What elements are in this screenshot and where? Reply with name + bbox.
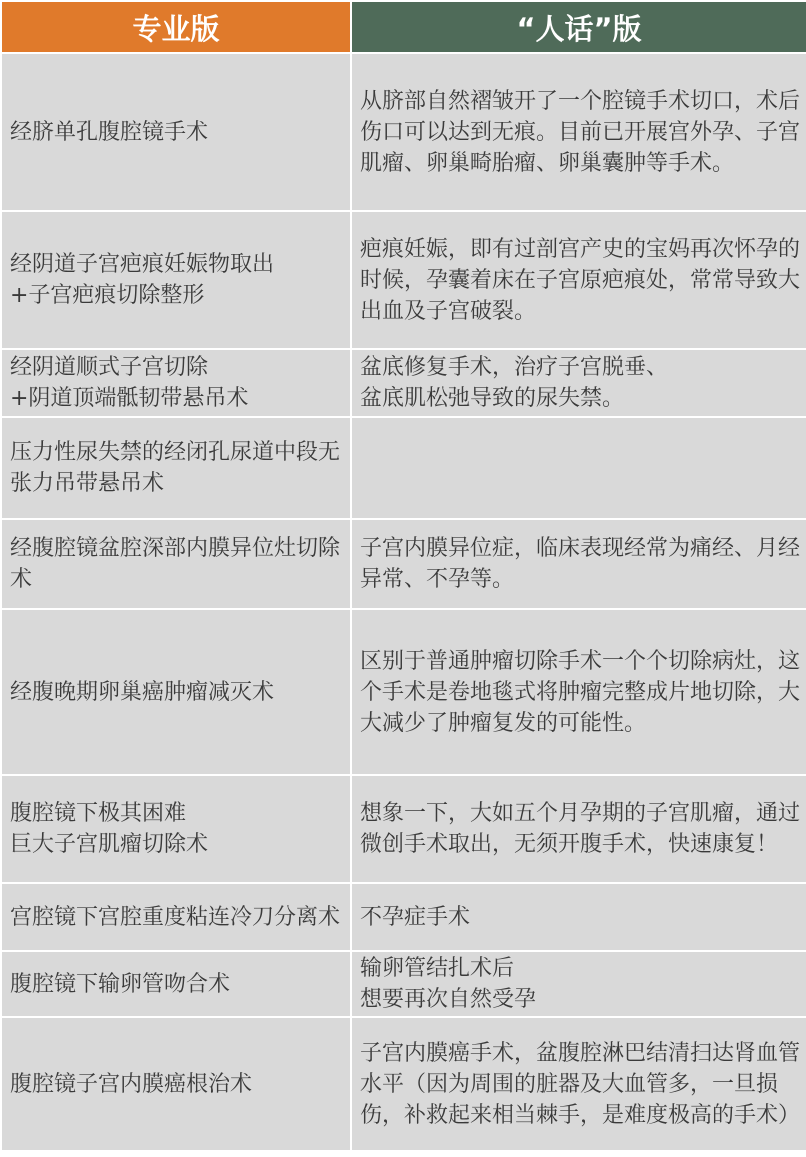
table-body: [1, 53, 806, 1151]
professional-term-cell: [1, 1017, 351, 1151]
professional-term-text: 经阴道子宫疤痕妊娠物取出: [10, 252, 275, 277]
plain-explanation-text: 想象一下，大如五个月孕期的子宫肌瘤，通过微创手术取出，无须开腹手术，快速康复！: [360, 801, 801, 857]
plain-explanation-cell: [351, 417, 806, 519]
plain-explanation-cell: [351, 609, 806, 775]
plain-explanation-text: 盆底肌松弛导致的尿失禁。: [360, 386, 625, 411]
plain-explanation-text: 疤痕妊娠，即有过剖宫产史的宝妈再次怀孕的时候，孕囊着床在子宫原疤痕处，常常导致大出血及子宫破裂。: [360, 236, 801, 324]
professional-term-text: 腹腔镜子宫内膜癌根治术: [10, 1071, 253, 1097]
professional-term-cell: [1, 349, 351, 417]
professional-term-cell: [1, 775, 351, 883]
table-row: [1, 883, 806, 951]
plain-explanation-text: 输卵管结扎术后: [360, 956, 515, 981]
table-row: [1, 1017, 806, 1151]
professional-term-cell: [1, 53, 351, 211]
professional-term-text: 经腹腔镜盆腔深部内膜异位灶切除术: [10, 536, 341, 592]
plain-explanation-cell: [351, 211, 806, 349]
plain-explanation-cell: [351, 519, 806, 609]
professional-term-cell: [1, 883, 351, 951]
professional-term-text: 经脐单孔腹腔镜手术: [10, 119, 209, 145]
plain-explanation-cell: [351, 1017, 806, 1151]
plain-explanation-text: 盆底修复手术，治疗子宫脱垂、: [360, 355, 669, 380]
professional-term-text: 经阴道顺式子宫切除: [10, 355, 209, 380]
professional-term-cell: [1, 417, 351, 519]
table-row: [1, 775, 806, 883]
plain-explanation-text: 子宫内膜异位症，临床表现经常为痛经、月经异常、不孕等。: [360, 536, 801, 592]
header-plain-language: “人话”版: [351, 1, 806, 53]
plain-explanation-cell: [351, 951, 806, 1017]
plain-explanation-cell: [351, 349, 806, 417]
professional-term-cell: [1, 951, 351, 1017]
table-row: [1, 609, 806, 775]
table-row: [1, 349, 806, 417]
plain-explanation-text: 子宫内膜癌手术，盆腹腔淋巴结清扫达肾血管水平（因为周围的脏器及大血管多，一旦损伤，补救起来相当棘手，是难度极高的手术）: [360, 1040, 801, 1128]
table-header-row: [1, 1, 806, 53]
table-row: [1, 951, 806, 1017]
plain-explanation-text: 不孕症手术: [360, 904, 471, 930]
professional-term-text: 宫腔镜下宫腔重度粘连冷刀分离术: [10, 904, 341, 930]
professional-term-text: +子宫疤痕切除整形: [10, 283, 205, 308]
plain-explanation-cell: [351, 775, 806, 883]
professional-term-text: 巨大子宫肌瘤切除术: [10, 832, 209, 857]
table-row: [1, 417, 806, 519]
professional-term-cell: [1, 211, 351, 349]
table-row: [1, 211, 806, 349]
professional-term-text: 压力性尿失禁的经闭孔尿道中段无张力吊带悬吊术: [10, 440, 341, 496]
plain-explanation-cell: [351, 53, 806, 211]
professional-term-cell: [1, 609, 351, 775]
professional-term-text: 经腹晚期卵巢癌肿瘤减灭术: [10, 679, 275, 705]
professional-term-text: +阴道顶端骶韧带悬吊术: [10, 386, 249, 411]
plain-explanation-text: 区别于普通肿瘤切除手术一个个切除病灶，这个手术是卷地毯式将肿瘤完整成片地切除，大大减少了肿瘤复发的可能性。: [360, 648, 801, 736]
professional-term-text: 腹腔镜下输卵管吻合术: [10, 971, 231, 997]
table-row: [1, 53, 806, 211]
professional-term-cell: [1, 519, 351, 609]
plain-explanation-cell: [351, 883, 806, 951]
header-professional: 专业版: [1, 1, 351, 53]
professional-term-text: 腹腔镜下极其困难: [10, 801, 187, 826]
table-row: [1, 519, 806, 609]
plain-explanation-text: 从脐部自然褶皱开了一个腔镜手术切口，术后伤口可以达到无痕。目前已开展宫外孕、子宫肌瘤、卵巢畸胎瘤、卵巢囊肿等手术。: [360, 88, 801, 176]
plain-explanation-text: 想要再次自然受孕: [360, 987, 537, 1012]
